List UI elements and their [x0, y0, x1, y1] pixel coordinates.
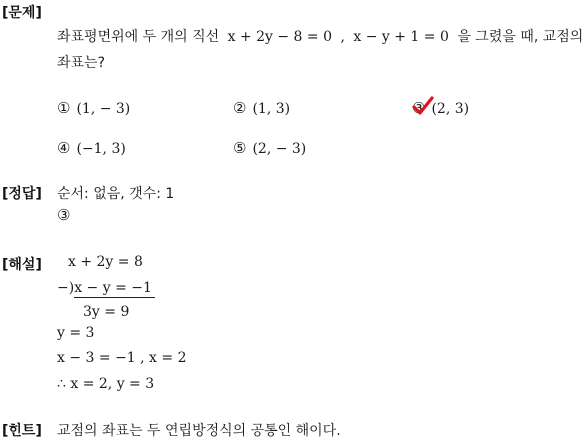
- problem-label: [문제]: [2, 5, 42, 21]
- choice-number: ②: [233, 99, 247, 117]
- solution-row-3: 3y = 9: [83, 304, 130, 320]
- answer-value: ③: [57, 206, 71, 224]
- solution-row-1: x + 2y = 8: [68, 254, 143, 270]
- equation-separator: ,: [340, 29, 345, 45]
- problem-text-prefix: 좌표평면위에 두 개의 직선: [57, 29, 220, 45]
- equation-1: x + 2y − 8 = 0: [227, 29, 332, 45]
- subtracted-equation: x − y = −1: [74, 280, 155, 298]
- choice-number: ④: [57, 139, 71, 157]
- solution-row-5: x − 3 = −1 , x = 2: [57, 350, 187, 366]
- choice-value: (1, − 3): [76, 101, 131, 117]
- hint-label: [힌트]: [2, 423, 42, 439]
- choice-value: (2, − 3): [252, 141, 307, 157]
- solution-row-2: [57, 280, 155, 296]
- problem-line-1: [57, 26, 583, 46]
- choice-5[interactable]: [233, 139, 306, 157]
- problem-text-suffix: 을 그렸을 때, 교점의: [457, 29, 584, 45]
- choice-4[interactable]: [57, 139, 126, 157]
- choice-2[interactable]: [233, 99, 290, 117]
- choice-value: (1, 3): [252, 101, 291, 117]
- subtraction-sign: −): [57, 280, 75, 296]
- answer-label: [정답]: [2, 186, 42, 202]
- solution-label: [해설]: [2, 257, 42, 273]
- choice-1[interactable]: [57, 99, 130, 117]
- choice-value: (2, 3): [431, 101, 470, 117]
- choice-value: (−1, 3): [76, 141, 126, 157]
- correct-check-icon: [412, 96, 434, 116]
- solution-row-4: y = 3: [57, 325, 95, 341]
- hint-text: 교점의 좌표는 두 연립방정식의 공통인 해이다.: [57, 423, 341, 439]
- answer-info: 순서: 없음, 갯수: 1: [57, 186, 175, 202]
- choice-number: ①: [57, 99, 71, 117]
- equation-2: x − y + 1 = 0: [353, 29, 449, 45]
- solution-row-6: ∴ x = 2, y = 3: [57, 376, 155, 392]
- choice-number: ⑤: [233, 139, 247, 157]
- problem-line-2: 좌표는?: [57, 55, 106, 71]
- choice-number: ③: [412, 99, 426, 117]
